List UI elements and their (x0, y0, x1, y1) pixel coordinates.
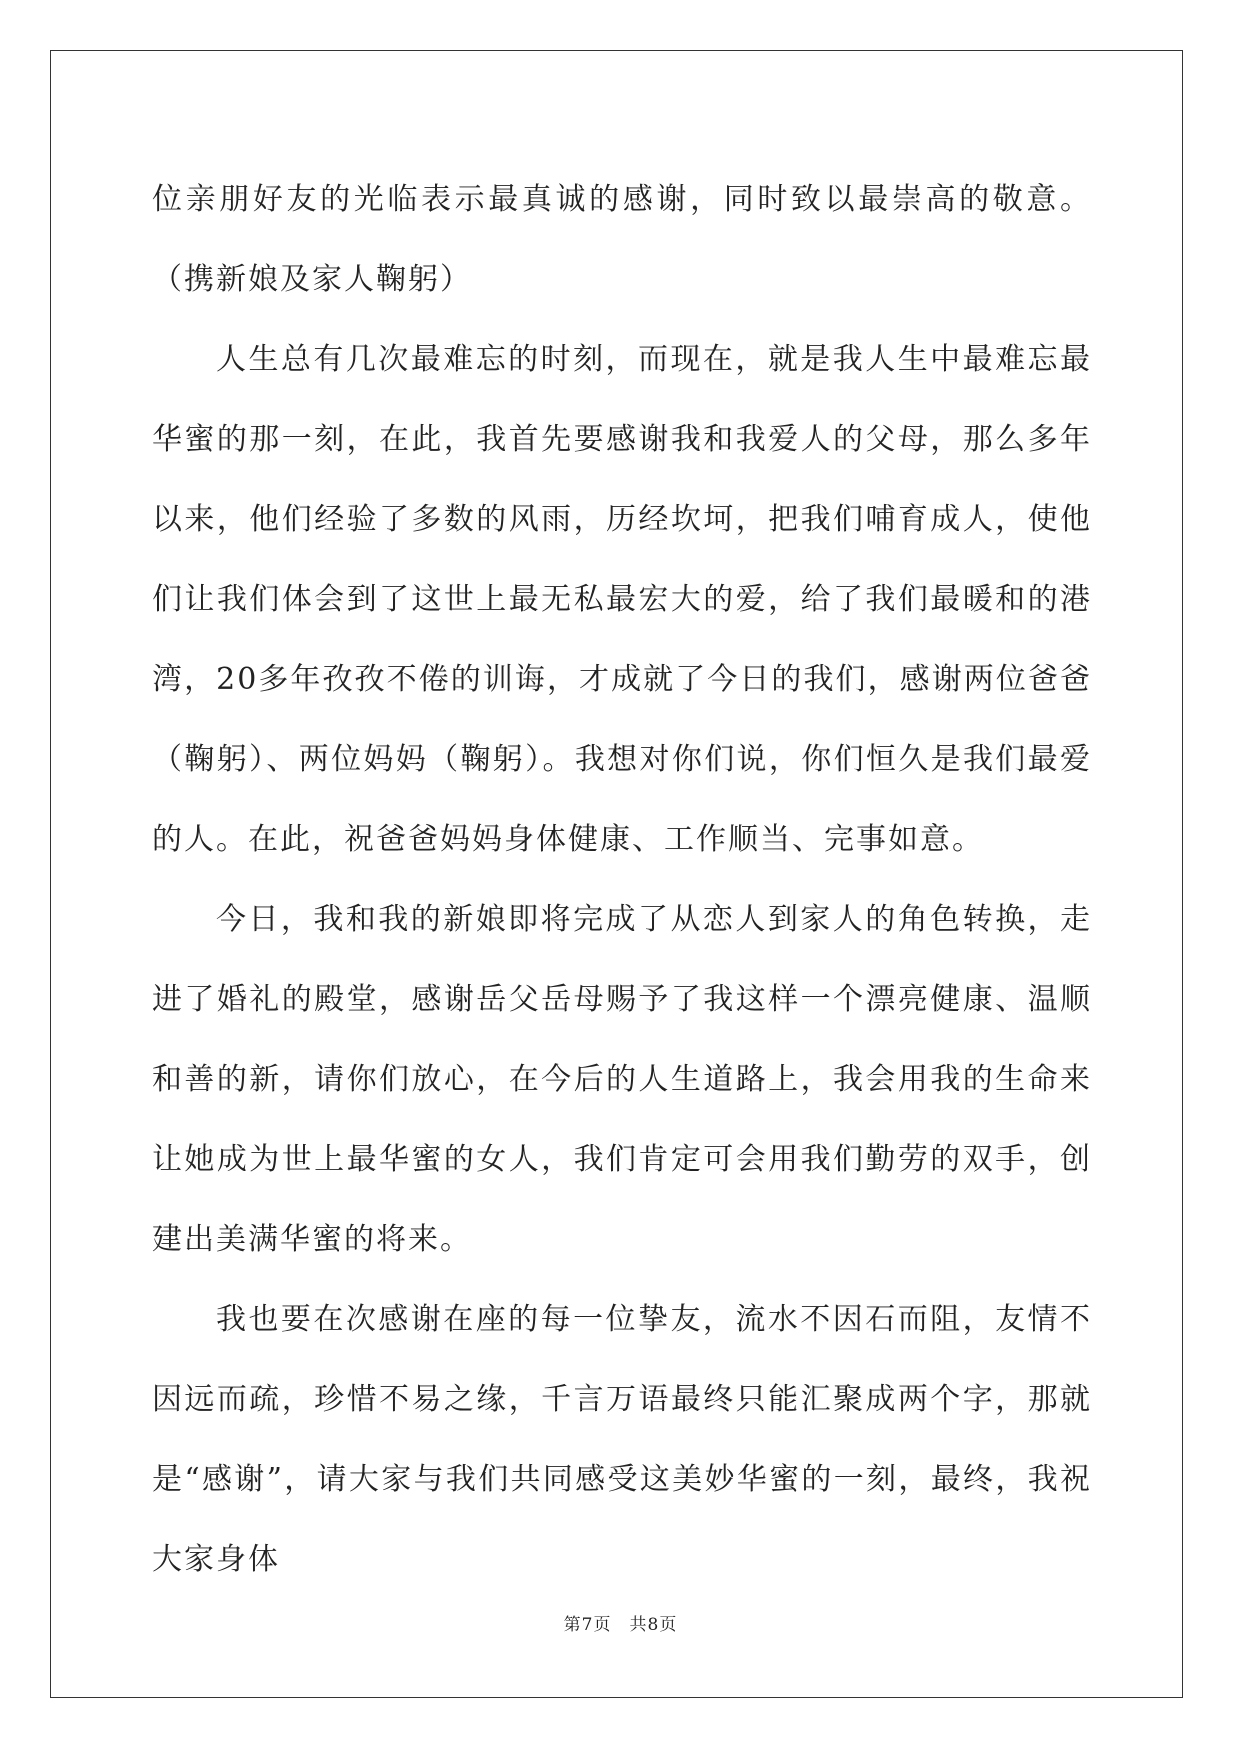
page-footer (0, 1610, 1241, 1635)
page-number: 第7页 (563, 1615, 612, 1635)
paragraph-friends: 我也要在次感谢在座的每一位挚友，流水不因石而阻，友情不因远而疏，珍惜不易之缘，千言万语最终只能汇聚成两个字，那就是“感谢”，请大家与我们共同感受这美妙华蜜的一刻，最终，我祝大家身体 (152, 1302, 1092, 1577)
document-body (152, 160, 1092, 1600)
paragraph-parents: 人生总有几次最难忘的时刻，而现在，就是我人生中最难忘最华蜜的那一刻，在此，我首先要感谢我和我爱人的父母，那么多年以来，他们经验了多数的风雨，历经坎坷，把我们哺育成人，使他们让我们体会到了这世上最无私最宏大的爱，给了我们最暖和的港湾，20多年孜孜不倦的训诲，才成就了今日的我们，感谢两位爸爸（鞠躬）、两位妈妈（鞠躬）。我想对你们说，你们恒久是我们最爱的人。在此，祝爸爸妈妈身体健康、工作顺当、完事如意。 (152, 342, 1092, 857)
paragraph-in-laws: 今日，我和我的新娘即将完成了从恋人到家人的角色转换，走进了婚礼的殿堂，感谢岳父岳母赐予了我这样一个漂亮健康、温顺和善的新，请你们放心，在今后的人生道路上，我会用我的生命来让她成为世上最华蜜的女人，我们肯定可会用我们勤劳的双手，创建出美满华蜜的将来。 (152, 902, 1092, 1257)
paragraph-continuation: 位亲朋好友的光临表示最真诚的感谢，同时致以最崇高的敬意。（携新娘及家人鞠躬） (152, 182, 1092, 297)
page-total: 共8页 (629, 1615, 678, 1635)
